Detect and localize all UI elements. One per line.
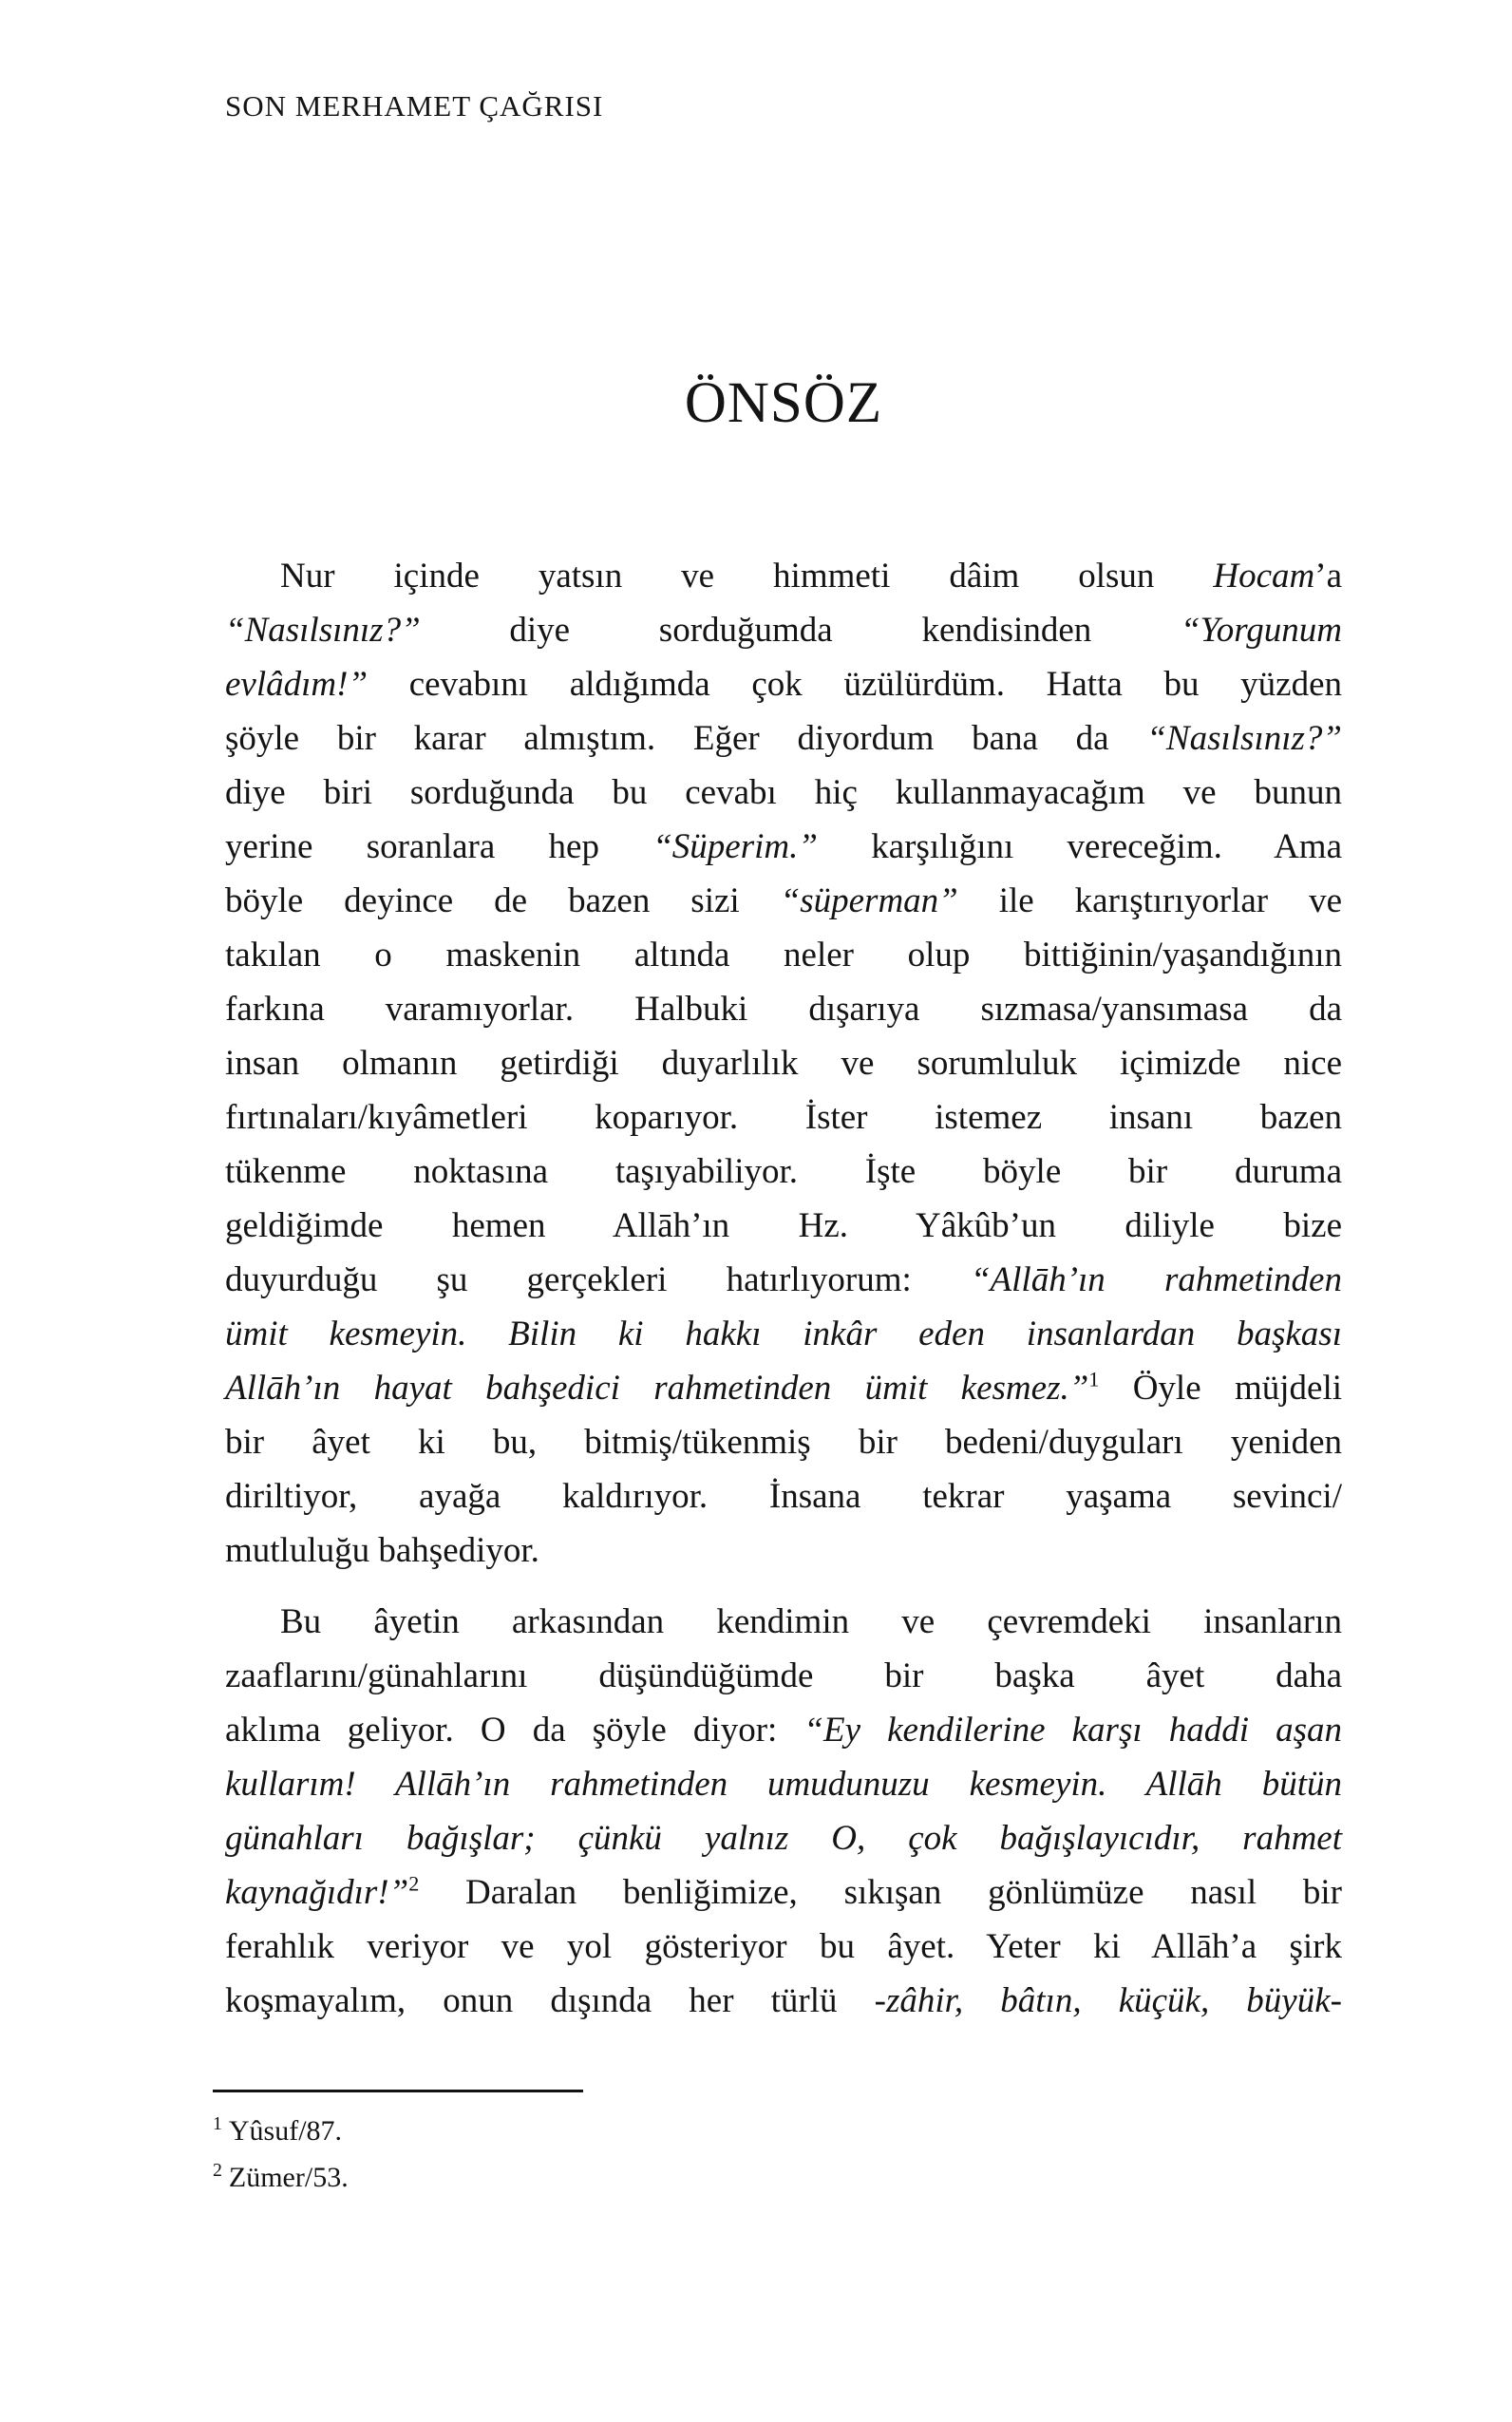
text-line [225,603,1342,657]
text-line [225,711,1342,766]
text-line [225,1649,1342,1703]
text-run: diye biri sorduğunda bu cevabı hiç kullanmayacağım ve bunun [225,773,1342,812]
text-line [225,1523,1342,1578]
text-line [225,982,1342,1036]
italic-run: ümit kesmeyin. Bilin ki hakkı inkâr eden insanlardan başkası [225,1315,1342,1353]
footnote-ref: 1 [1088,1367,1100,1391]
text-run: insan olmanın getirdiği duyarlılık ve sorumluluk içimizde nice [225,1044,1342,1083]
text-run: ’a [1314,557,1342,596]
text-run: koşmayalım, onun dışında her türlü - [225,1981,886,2020]
italic-run: zâhir, bâtın, küçük, büyük- [885,1981,1342,2020]
text-run: şöyle bir karar almıştım. Eğer diyordum bana da [225,719,1147,758]
footnote-marker: 2 [213,2160,222,2181]
text-run: Daralan benliğimize, sıkışan gönlümüze nasıl bir [419,1873,1342,1912]
text-line [225,928,1342,982]
italic-run: “Süperim.” [652,827,818,866]
text-line [225,820,1342,874]
text-run: cevabını aldığımda çok üzülürdüm. Hatta bu yüzden [368,665,1342,704]
footnote-item [213,2154,1330,2201]
footnote-text: Zümer/53. [228,2162,349,2193]
chapter-title: ÖNSÖZ [684,371,883,435]
italic-run: “Nasılsınız?” [1146,719,1342,758]
footnote-separator [213,2090,583,2092]
text-line [225,1415,1342,1469]
text-run: duyurduğu şu gerçekleri hatırlıyorum: [225,1260,971,1299]
footnote-text: Yûsuf/87. [228,2115,343,2147]
text-run: aklıma geliyor. O da şöyle diyor: [225,1711,804,1750]
italic-run: “Yorgunum [1180,611,1342,650]
paragraph [225,549,1342,1578]
text-run: ile karıştırıyorlar ve [957,881,1342,920]
italic-run: “süperman” [780,881,958,920]
text-run: karşılığını vereceğim. Ama [817,827,1342,866]
paragraph [225,1595,1342,2028]
text-line [225,1595,1342,1649]
text-run: mutluluğu bahşediyor. [225,1531,539,1570]
text-line [225,1974,1342,2028]
text-run: Nur içinde yatsın ve himmeti dâim olsun [280,557,1214,596]
footnote-list [213,2108,1330,2201]
italic-run: kullarım! Allāh’ın rahmetinden umudunuzu kesmeyin. Allāh bütün [225,1765,1342,1804]
italic-run: Allāh’ın hayat bahşedici rahmetinden ümit kesmez.” [225,1369,1089,1408]
text-line [225,1199,1342,1253]
text-run: takılan o maskenin altında neler olup bittiğinin/yaşandığının [225,936,1342,974]
text-line [225,657,1342,711]
text-run: Öyle müjdeli [1099,1369,1342,1408]
text-run: Bu âyetin arkasından kendimin ve çevremdeki insanların [280,1602,1342,1641]
italic-run: evlâdım!” [225,665,369,704]
text-run: ferahlık veriyor ve yol gösteriyor bu âyet. Yeter ki Allāh’a şirk [225,1927,1342,1966]
italic-run: Hocam [1213,557,1315,596]
text-line [225,549,1342,603]
text-line [225,1757,1342,1811]
text-run: bir âyet ki bu, bitmiş/tükenmiş bir bedeni/duyguları yeniden [225,1423,1342,1462]
text-line [225,1703,1342,1757]
text-line [225,766,1342,820]
text-line [225,1920,1342,1974]
italic-run: “Ey kendilerine karşı haddi aşan [803,1711,1342,1750]
text-line [225,1865,1342,1920]
text-run: farkına varamıyorlar. Halbuki dışarıya sızmasa/yansımasa da [225,990,1342,1029]
text-run: böyle deyince de bazen sizi [225,881,781,920]
italic-run: günahları bağışlar; çünkü yalnız O, çok bağışlayıcıdır, rahmet [225,1819,1342,1858]
text-run: fırtınaları/kıyâmetleri koparıyor. İster istemez insanı bazen [225,1098,1342,1137]
text-line [225,1253,1342,1307]
text-run: zaaflarını/günahlarını düşündüğümde bir başka âyet daha [225,1656,1342,1695]
text-run: diriltiyor, ayağa kaldırıyor. İnsana tekrar yaşama sevinci/ [225,1477,1342,1516]
text-line [225,1361,1342,1415]
footnotes-section [213,2090,1330,2201]
text-line [225,1090,1342,1145]
italic-run: kaynağıdır!” [225,1873,409,1912]
footnote-marker: 1 [213,2113,222,2134]
running-header: SON MERHAMET ÇAĞRISI [225,89,604,123]
text-line [225,1145,1342,1199]
text-line [225,1469,1342,1523]
text-line [225,1036,1342,1090]
text-line [225,1811,1342,1865]
text-line [225,874,1342,928]
text-run: geldiğimde hemen Allāh’ın Hz. Yâkûb’un diliyle bize [225,1206,1342,1245]
text-run: diye sorduğumda kendisinden [420,611,1181,650]
italic-run: “Allāh’ın rahmetinden [970,1260,1342,1299]
body-text [225,549,1342,2028]
text-run: tükenme noktasına taşıyabiliyor. İşte böyle bir duruma [225,1152,1342,1191]
text-run: yerine soranlara hep [225,827,653,866]
italic-run: “Nasılsınız?” [225,611,421,650]
footnote-item [213,2108,1330,2154]
text-line [225,1307,1342,1361]
footnote-ref: 2 [408,1871,420,1896]
